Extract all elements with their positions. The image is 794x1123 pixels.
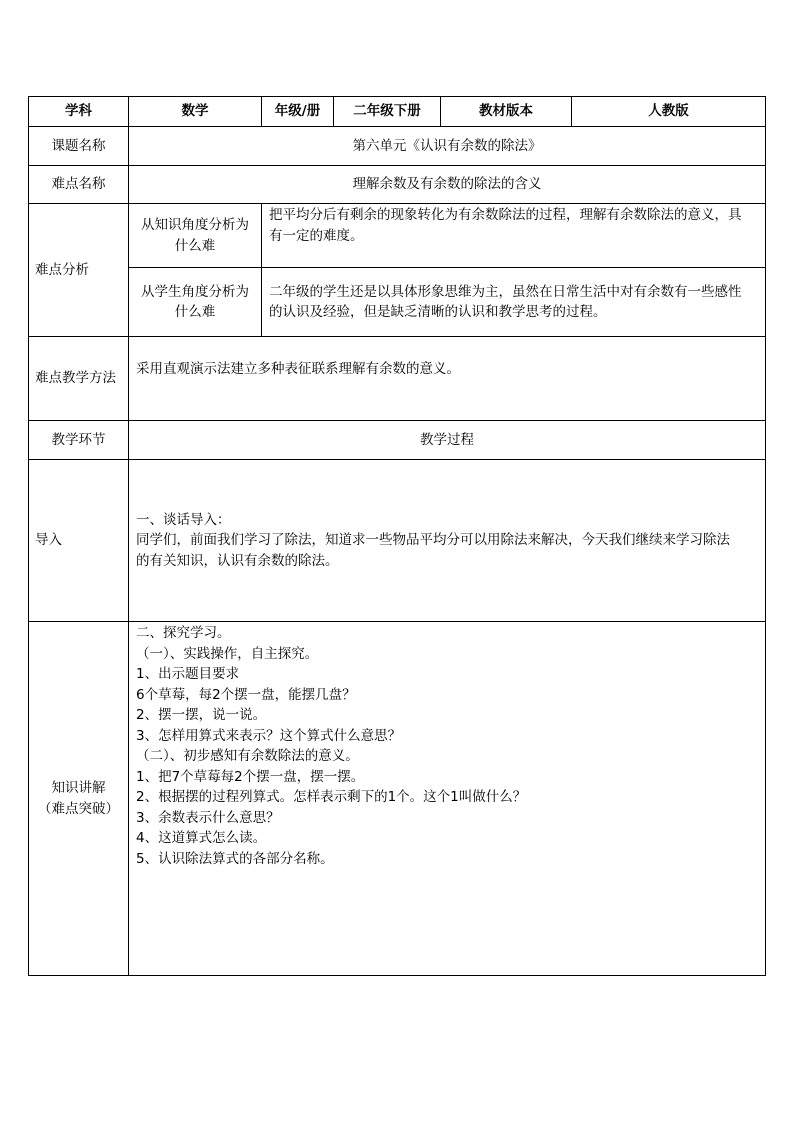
process-header-row (29, 421, 766, 460)
intro-line-3: 的有关知识，认识有余数的除法。 (136, 552, 339, 569)
lecture-label (29, 622, 129, 976)
method-text: 采用直观演示法建立多种表征联系理解有余数的意义。 (129, 337, 766, 421)
grade-value: 二年级下册 (334, 97, 441, 127)
analysis-knowledge-row (29, 204, 766, 268)
analysis-label: 难点分析 (29, 204, 129, 337)
topic-row (29, 127, 766, 166)
method-row (29, 337, 766, 421)
knowledge-angle-label-line1: 从知识角度分析为 (141, 217, 249, 233)
lecture-row (29, 622, 766, 976)
student-angle-label-line1: 从学生角度分析为 (141, 283, 249, 300)
lecture-text (129, 622, 766, 976)
student-angle-label-line2: 什么难 (174, 304, 216, 320)
lecture-line-11: 4、这道算式怎么读。 (136, 830, 267, 846)
intro-row (29, 460, 766, 622)
lesson-plan-table (28, 96, 766, 976)
knowledge-angle-label (129, 204, 262, 268)
student-angle-label (129, 268, 262, 337)
intro-label: 导入 (29, 460, 129, 622)
edition-label: 教材版本 (441, 97, 572, 127)
lecture-line-12: 5、认识除法算式的各部分名称。 (136, 850, 334, 867)
topic-value: 第六单元《认识有余数的除法》 (129, 127, 766, 166)
student-angle-text-line1: 二年级的学生还是以具体形象思维为主，虽然在日常生活中对有余数有一些感性 (269, 283, 742, 300)
method-label: 难点教学方法 (29, 337, 129, 421)
topic-label: 课题名称 (29, 127, 129, 166)
grade-label: 年级/册 (262, 97, 334, 127)
edition-value: 人教版 (572, 97, 766, 127)
knowledge-angle-text-line2: 有一定的难度。 (269, 227, 364, 244)
process-label: 教学环节 (29, 421, 129, 460)
lecture-line-1: 二、探究学习。 (136, 625, 231, 641)
process-value: 教学过程 (129, 421, 766, 460)
lecture-line-8: 1、把7个草莓每2个摆一盘，摆一摆。 (136, 768, 365, 785)
lecture-line-5: 2、摆一摆，说一说。 (136, 707, 267, 723)
analysis-student-row (29, 268, 766, 337)
student-angle-text (262, 268, 766, 337)
lecture-label-line1: 知识讲解 (51, 780, 106, 796)
subject-value: 数学 (129, 97, 262, 127)
intro-text (129, 460, 766, 622)
lecture-line-7: （二）、初步感知有余数除法的意义。 (136, 748, 359, 764)
knowledge-angle-label-line2: 什么难 (174, 237, 216, 254)
header-row (29, 97, 766, 127)
lecture-line-4: 6个草莓，每2个摆一盘，能摆几盘？ (136, 686, 356, 703)
lecture-line-10: 3、余数表示什么意思？ (136, 809, 280, 826)
intro-line-2: 同学们，前面我们学习了除法，知道求一些物品平均分可以用除法来解决，今天我们继续来学习除法 (136, 532, 730, 549)
knowledge-angle-text (262, 204, 766, 268)
difficulty-value: 理解余数及有余数的除法的含义 (129, 166, 766, 204)
lecture-label-line2: （难点突破） (38, 800, 119, 817)
lecture-line-9: 2、根据摆的过程列算式。怎样表示剩下的1个。这个1叫做什么？ (136, 789, 527, 805)
student-angle-text-line2: 的认识及经验，但是缺乏清晰的认识和教学思考的过程。 (269, 304, 607, 320)
knowledge-angle-text-line1: 把平均分后有剩余的现象转化为有余数除法的过程，理解有余数除法的意义，具 (269, 207, 742, 223)
lecture-line-6: 3、怎样用算式来表示？这个算式什么意思？ (136, 727, 402, 744)
intro-line-1: 一、谈话导入： (136, 511, 231, 528)
lecture-line-3: 1、出示题目要求 (136, 666, 240, 682)
lecture-line-2: （一）、实践操作，自主探究。 (136, 645, 319, 662)
difficulty-label: 难点名称 (29, 166, 129, 204)
difficulty-row (29, 166, 766, 204)
subject-label: 学科 (29, 97, 129, 127)
